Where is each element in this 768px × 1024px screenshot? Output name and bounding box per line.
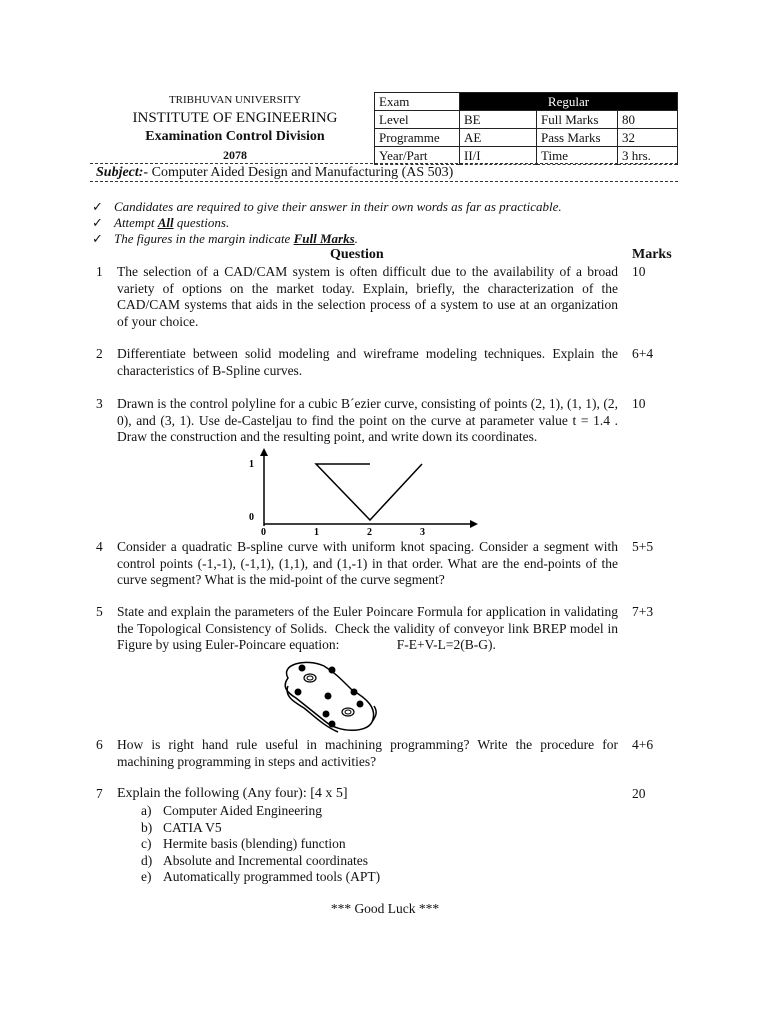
y-tick-label: 1	[249, 459, 254, 470]
question-text: How is right hand rule useful in machining programming? Write the procedure for machining programming in steps and activities?	[117, 737, 618, 769]
question-marks: 10	[632, 264, 646, 279]
question-marks: 5+5	[632, 539, 654, 554]
list-item: b) CATIA V5	[141, 819, 222, 835]
x-tick-label: 0	[261, 527, 266, 538]
yearpart-label: Year/Part	[375, 147, 460, 165]
time-value: 3 hrs.	[618, 147, 678, 165]
question-text: Consider a quadratic B-spline curve with uniform knot spacing. Consider a segment with control points (-1,-1), (-1,1), (1,1), and (1,-1) in that order. What are the end-points of the curve segment? What is the mid-point of the curve segment?	[117, 539, 618, 587]
x-tick-label: 2	[367, 527, 372, 538]
exam-info-table	[374, 92, 678, 165]
question-number: 1	[96, 264, 103, 279]
question-marks: 7+3	[632, 604, 654, 619]
exam-value: Regular	[460, 93, 678, 111]
university-name: TRIBHUVAN UNIVERSITY	[168, 94, 302, 106]
divider-top	[90, 163, 678, 164]
list-item: e) Automatically programmed tools (APT)	[141, 869, 381, 884]
subject-text: Computer Aided Design and Manufacturing (AS 503)	[148, 165, 454, 180]
checkmark-icon: ✓	[92, 215, 103, 230]
question-marks: 6+4	[632, 346, 654, 361]
list-item: c) Hermite basis (blending) function	[141, 836, 346, 851]
checkmark-icon: ✓	[92, 199, 103, 214]
y-tick-label: 0	[249, 512, 254, 523]
list-item: a) Computer Aided Engineering	[141, 803, 322, 818]
passmarks-value: 32	[618, 129, 678, 147]
question-text: Explain the following (Any four): [4 x 5]	[117, 786, 348, 801]
instruction-1: ✓ Candidates are required to give their answer in their own words as far as practicable.	[92, 199, 562, 214]
x-tick-label: 1	[314, 527, 319, 538]
question-marks: 20	[632, 786, 646, 801]
question-text: Drawn is the control polyline for a cubic B´ezier curve, consisting of points (2, 1), (1, 1), (2, 0), and (3, 1). Use de-Casteljau to find the point on the curve at parameter value t = 1.4 . Draw the construction and the resulting point, and write down its coordinates.	[117, 396, 618, 444]
exam-label: Exam	[375, 93, 460, 111]
question-number: 5	[96, 604, 103, 619]
question-number: 3	[96, 396, 103, 411]
yearpart-value: II/I	[460, 147, 537, 165]
question-number: 6	[96, 737, 103, 752]
question-number: 4	[96, 539, 103, 554]
divider-bottom	[90, 181, 678, 182]
exam-year: 2078	[223, 148, 247, 162]
programme-value: AE	[460, 129, 537, 147]
passmarks-label: Pass Marks	[537, 129, 618, 147]
conveyor-link-figure	[276, 656, 386, 736]
question-text: State and explain the parameters of the Euler Poincare Formula for application in validating the Topological Consistency of Solids. Check the validity of conveyor link BREP model in Figure by using Euler-Poincare equation: F-E+V-L=2(B-G).	[117, 604, 622, 652]
question-number: 2	[96, 346, 103, 361]
level-label: Level	[375, 111, 460, 129]
instruction-2: ✓ Attempt All questions.	[92, 215, 230, 230]
fullmarks-value: 80	[618, 111, 678, 129]
subitem-list	[141, 803, 380, 886]
question-text: The selection of a CAD/CAM system is often difficult due to the availability of a broad variety of options on the market today. Explain, briefly, the characterization of the CAD/CAM systems that aids in the selection process of a system to use at an organization of your choice.	[117, 264, 618, 329]
checkmark-icon: ✓	[92, 231, 103, 246]
fullmarks-label: Full Marks	[537, 111, 618, 129]
question-marks: 4+6	[632, 737, 654, 752]
time-label: Time	[537, 147, 618, 165]
question-marks: 10	[632, 396, 646, 411]
level-value: BE	[460, 111, 537, 129]
institute-name: INSTITUTE OF ENGINEERING	[132, 110, 338, 126]
x-tick-label: 3	[420, 527, 425, 538]
subject-label: Subject:-	[96, 165, 149, 180]
instruction-3: ✓ The figures in the margin indicate Full Marks.	[92, 231, 358, 246]
control-polyline-figure	[244, 448, 484, 538]
question-text: Differentiate between solid modeling and wireframe modeling techniques. Explain the characteristics of B-Spline curves.	[117, 346, 618, 378]
marks-heading: Marks	[632, 247, 672, 262]
good-luck-footer: *** Good Luck ***	[330, 901, 440, 916]
question-heading: Question	[330, 247, 384, 262]
division-name: Examination Control Division	[145, 129, 325, 144]
list-item: d) Absolute and Incremental coordinates	[141, 852, 369, 868]
subject-line	[96, 165, 453, 181]
programme-label: Programme	[375, 129, 460, 147]
question-number: 7	[96, 786, 103, 801]
